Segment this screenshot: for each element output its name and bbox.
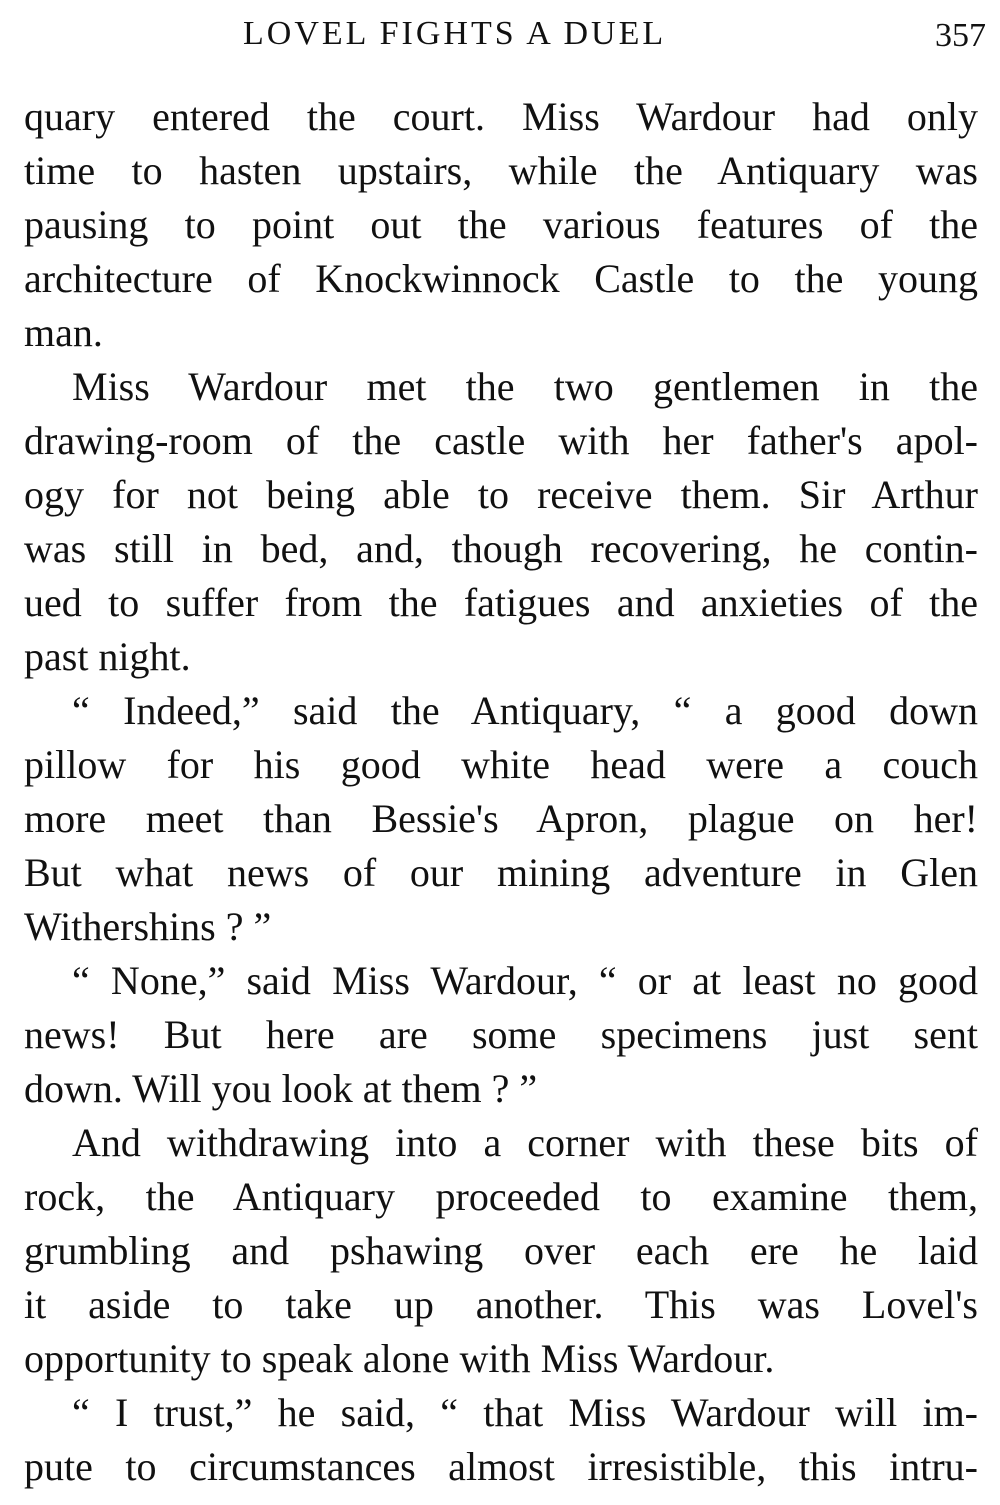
text-line: “ None,” said Miss Wardour, “ or at least no good xyxy=(72,958,978,1003)
running-title: LOVEL FIGHTS A DUEL xyxy=(243,15,667,52)
text-line: was still in bed, and, though recovering, he contin- xyxy=(24,526,978,571)
text-line: drawing-room of the castle with her father's apol- xyxy=(24,418,978,463)
text-line: it aside to take up another. This was Lovel's xyxy=(24,1282,978,1327)
text-line: architecture of Knockwinnock Castle to the young xyxy=(24,256,978,301)
text-line: But what news of our mining adventure in Glen xyxy=(24,850,978,895)
text-line: opportunity to speak alone with Miss Wardour. xyxy=(24,1336,775,1381)
text-line: more meet than Bessie's Apron, plague on her! xyxy=(24,796,978,841)
text-line: grumbling and pshawing over each ere he laid xyxy=(24,1228,978,1273)
text-line: quary entered the court. Miss Wardour had only xyxy=(24,94,978,139)
page-number: 357 xyxy=(935,17,986,54)
running-head xyxy=(0,14,1000,54)
text-line: pute to circumstances almost irresistible, this intru- xyxy=(24,1444,978,1489)
text-line: Miss Wardour met the two gentlemen in the xyxy=(72,364,978,409)
text-line: Withershins ? ” xyxy=(24,904,272,949)
text-line: ogy for not being able to receive them. Sir Arthur xyxy=(24,472,978,517)
text-line: time to hasten upstairs, while the Antiquary was xyxy=(24,148,978,193)
text-line: “ I trust,” he said, “ that Miss Wardour will im- xyxy=(72,1390,978,1435)
text-line: rock, the Antiquary proceeded to examine them, xyxy=(24,1174,978,1219)
text-line: past night. xyxy=(24,634,191,679)
text-line: news! But here are some specimens just sent xyxy=(24,1012,978,1057)
text-line: And withdrawing into a corner with these bits of xyxy=(72,1120,978,1165)
text-line: ued to suffer from the fatigues and anxieties of the xyxy=(24,580,978,625)
text-line: pausing to point out the various features of the xyxy=(24,202,978,247)
body-text xyxy=(24,90,978,1494)
text-line: down. Will you look at them ? ” xyxy=(24,1066,538,1111)
text-line: pillow for his good white head were a couch xyxy=(24,742,978,787)
text-line: “ Indeed,” said the Antiquary, “ a good down xyxy=(72,688,978,733)
text-line: man. xyxy=(24,310,103,355)
